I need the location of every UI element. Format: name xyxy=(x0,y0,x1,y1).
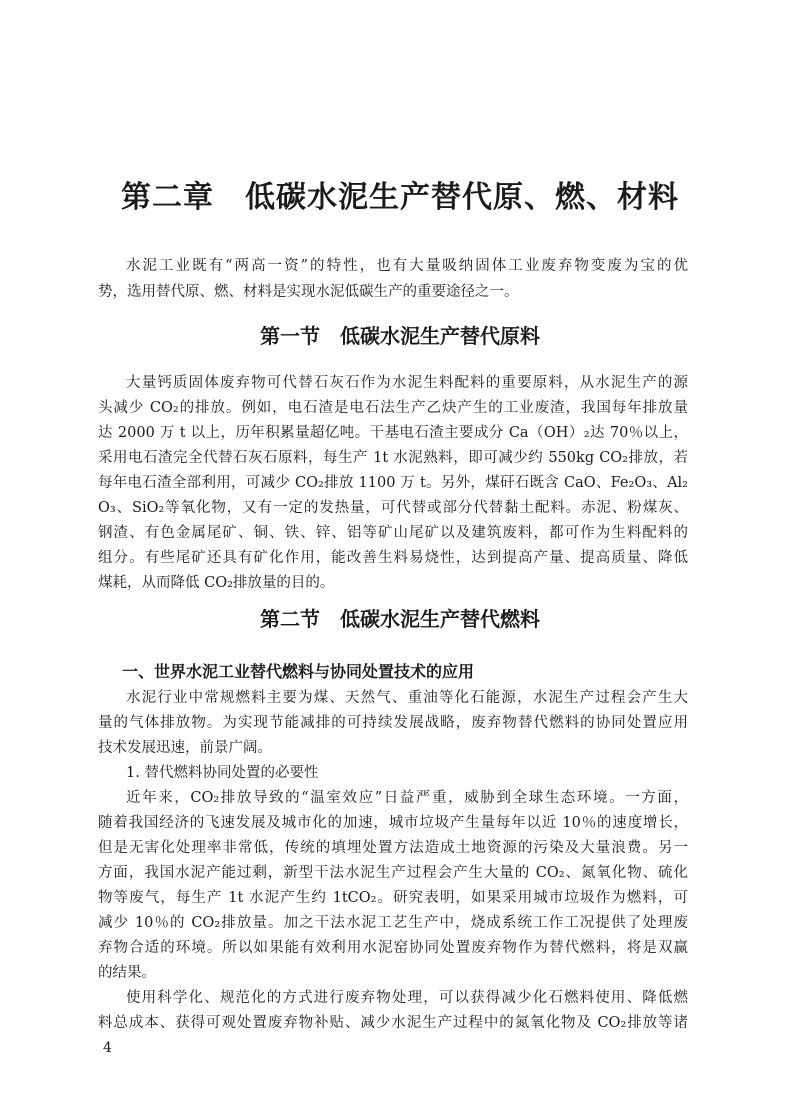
body-line: 达 2000 万 t 以上，历年积累量超亿吨。干基电石渣主要成分 Ca（OH）₂达 70％以上， xyxy=(98,425,688,441)
body-line: 煤耗，从而降低 CO₂排放量的目的。 xyxy=(98,575,335,591)
subheading: 一、世界水泥工业替代燃料与协同处置技术的应用 xyxy=(122,662,475,681)
body-line: 每年电石渣全部利用，可减少 CO₂排放 1100 万 t。另外，煤矸石既含 CaO、Fe₂O₃、Al₂ xyxy=(98,475,688,491)
body-line: 采用电石渣完全代替石灰石原料，每生产 1t 水泥熟料，即可减少约 550kg CO₂排放，若 xyxy=(98,450,688,466)
body-line: 的结果。 xyxy=(98,965,156,981)
body-line: 水泥行业中常规燃料主要为煤、天然气、重油等化石能源，水泥生产过程会产生大 xyxy=(126,690,688,706)
body-line: 钢渣、有色金属尾矿、铜、铁、锌、铝等矿山尾矿以及建筑废料，都可作为生料配料的 xyxy=(98,525,688,541)
body-line: 随着我国经济的飞速发展及城市化的加速，城市垃圾产生量每年以近 10％的速度增长， xyxy=(98,815,688,831)
body-line: 使用科学化、规范化的方式进行废弃物处理，可以获得减少化石燃料使用、降低燃 xyxy=(126,990,688,1006)
body-line: 料总成本、获得可观处置废弃物补贴、减少水泥生产过程中的氮氧化物及 CO₂排放等诸 xyxy=(98,1015,688,1031)
body-line: 但是无害化处理率非常低，传统的填埋处置方法造成土地资源的污染及大量浪费。另一 xyxy=(98,840,688,856)
chapter-title: 第二章 低碳水泥生产替代原、燃、材料 xyxy=(121,180,679,215)
body-line: O₃、SiO₂等氧化物，又有一定的发热量，可代替或部分代替黏土配料。赤泥、粉煤灰、 xyxy=(98,500,688,516)
page-number: 4 xyxy=(103,1040,112,1056)
body-line: 减少 10％的 CO₂排放量。加之干法水泥工艺生产中，烧成系统工作工况提供了处理废 xyxy=(98,915,688,931)
body-line: 近年来，CO₂排放导致的“温室效应”日益严重，威胁到全球生态环境。一方面， xyxy=(126,790,688,806)
body-line: 弃物合适的环境。所以如果能有效利用水泥窑协同处置废弃物作为替代燃料，将是双赢 xyxy=(98,940,688,956)
section-title: 第二节 低碳水泥生产替代燃料 xyxy=(260,607,540,631)
body-line: 组分。有些尾矿还具有矿化作用，能改善生料易烧性，达到提高产量、提高质量、降低 xyxy=(98,550,688,566)
body-line: 量的气体排放物。为实现节能减排的可持续发展战略，废弃物替代燃料的协同处置应用 xyxy=(98,715,688,731)
body-line: 物等废气，每生产 1t 水泥产生约 1tCO₂。研究表明，如果采用城市垃圾作为燃料，可 xyxy=(98,890,688,906)
body-line: 技术发展迅速，前景广阔。 xyxy=(98,740,272,756)
intro-line: 势，选用替代原、燃、材料是实现水泥低碳生产的重要途径之一。 xyxy=(98,284,519,300)
body-line: 方面，我国水泥产能过剩，新型干法水泥生产过程会产生大量的 CO₂、氮氧化物、硫化 xyxy=(98,865,688,881)
section-title: 第一节 低碳水泥生产替代原料 xyxy=(260,324,540,348)
body-line: 大量钙质固体废弃物可代替石灰石作为水泥生料配料的重要原料，从水泥生产的源 xyxy=(126,375,688,391)
intro-line: 水泥工业既有“两高一资”的特性，也有大量吸纳固体工业废弃物变废为宝的优 xyxy=(126,258,688,274)
item-title: 1. 替代燃料协同处置的必要性 xyxy=(126,765,319,781)
body-line: 头减少 CO₂的排放。例如，电石渣是电石法生产乙炔产生的工业废渣，我国每年排放量 xyxy=(98,400,688,416)
